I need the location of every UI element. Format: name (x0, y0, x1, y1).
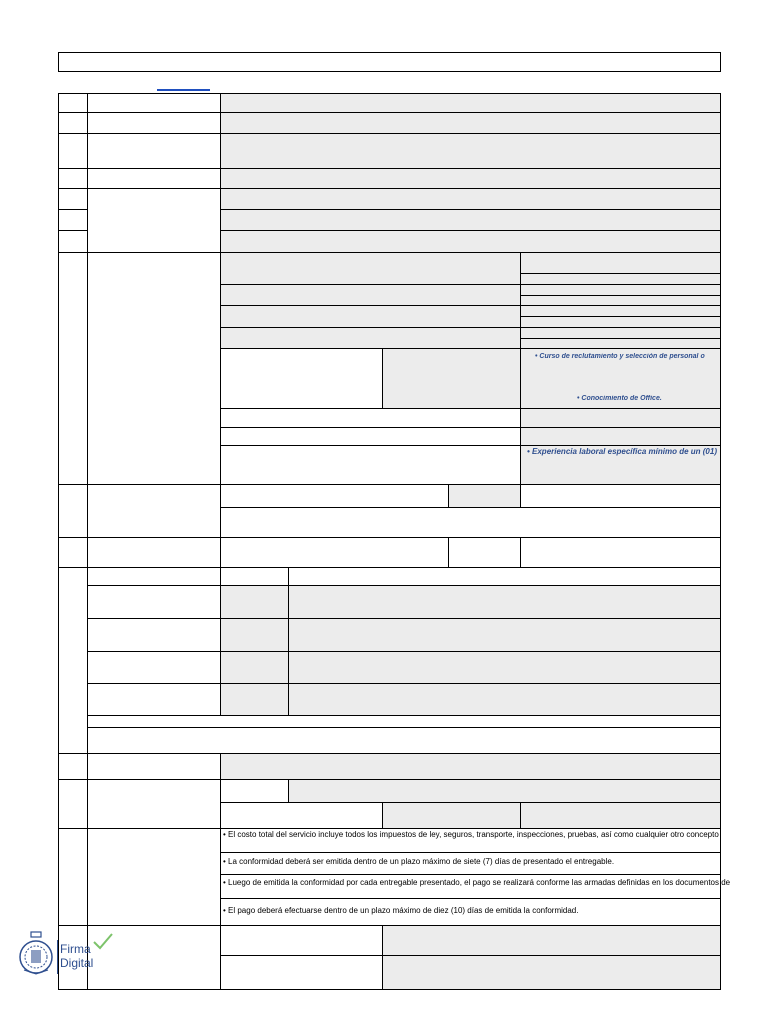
firma-digital-logo (18, 930, 118, 980)
row9-cell-c (520, 484, 721, 508)
row4-label (87, 168, 221, 189)
row3-value (220, 133, 721, 169)
deliverable-1-term (220, 585, 289, 619)
profile-cell-f (220, 427, 521, 446)
experience-text: • Experiencia laboral específica mínimo de un (01) (527, 447, 717, 456)
row8-number (58, 252, 88, 485)
row3-number (58, 133, 88, 169)
office-knowledge-text: • Conocimiento de Office. (577, 395, 662, 402)
payment-note-1-cell (220, 828, 721, 853)
deliverable-3-term (220, 651, 289, 684)
payment-note-4: • El pago deberá efectuarse dentro de un plazo máximo de diez (10) días de emitida la conformidad. (223, 906, 579, 915)
deliverable-2-description (288, 618, 721, 652)
row13-cell-c (220, 802, 383, 829)
row10-cell-a (220, 537, 449, 568)
row9-number (58, 484, 88, 538)
profile-side-a1 (520, 252, 721, 274)
seal-icon (18, 930, 54, 978)
row8-label (87, 252, 221, 485)
row7-number (58, 230, 88, 253)
payment-note-3-cell (220, 874, 731, 899)
rows5-7-label (87, 188, 221, 253)
row1-value (220, 93, 721, 113)
row12-number (58, 753, 88, 780)
row15-cell-c (220, 955, 383, 990)
experience-requirements (520, 445, 721, 485)
payment-note-1: • El costo total del servicio incluye todos los impuestos de ley, seguros, transporte, inspecciones, pruebas, así como cualquier otro concepto (223, 830, 719, 839)
row13-cell-a (220, 779, 289, 803)
row9-cell-b (448, 484, 521, 508)
check-icon (92, 932, 114, 950)
row13-cell-d (382, 802, 521, 829)
row9-cell-a (220, 484, 449, 508)
deliverable-3-description (288, 651, 721, 684)
row13-cell-e (520, 802, 721, 829)
row13-number (58, 779, 88, 829)
row1-label (87, 93, 221, 113)
profile-cell-e (220, 408, 521, 428)
row15-cell-b (382, 925, 721, 956)
row15-cell-a (220, 925, 383, 956)
row9-label (87, 484, 221, 538)
deliverables-header-label (87, 567, 221, 586)
logo-divider (57, 940, 58, 974)
profile-side-e (520, 408, 721, 428)
row12-value (220, 753, 721, 780)
row6-value (220, 209, 721, 231)
header-title-box (58, 52, 721, 72)
row10-number (58, 537, 88, 568)
deliverable-4-label (87, 683, 221, 716)
profile-cell-a (220, 252, 521, 285)
row2-value (220, 112, 721, 134)
row15-cell-d (382, 955, 721, 990)
deliverable-1-description (288, 585, 721, 619)
profile-cell-d (220, 327, 521, 349)
row5-number (58, 188, 88, 210)
payment-note-4-cell (220, 898, 721, 926)
row4-number (58, 168, 88, 189)
row14-number (58, 828, 88, 926)
row5-value (220, 188, 721, 210)
deliverables-header-term (220, 567, 289, 586)
row6-number (58, 209, 88, 231)
row10-cell-b (448, 537, 521, 568)
logo-text-firma: Firma (60, 942, 91, 956)
training-course-text: • Curso de reclutamiento y selección de personal o (535, 353, 705, 360)
payment-note-2: • La conformidad deberá ser emitida dentro de un plazo máximo de siete (7) días de presentado el entregable. (223, 857, 615, 866)
row13-label (87, 779, 221, 829)
payment-note-2-cell (220, 852, 721, 875)
deliverable-1-label (87, 585, 221, 619)
experience-label (220, 445, 521, 485)
row1-number (58, 93, 88, 113)
payment-note-3: • Luego de emitida la conformidad por cada entregable presentado, el pago se realizará conforme las armadas definidas en los documentos de (223, 878, 731, 887)
deliverables-header-description (288, 567, 721, 586)
row9-cell-wide (220, 507, 721, 538)
profile-cell-c (220, 305, 521, 328)
document-link[interactable] (157, 89, 210, 91)
row2-number (58, 112, 88, 134)
row4-value (220, 168, 721, 189)
training-requirements (520, 348, 721, 409)
deliverable-2-label (87, 618, 221, 652)
row11-number (58, 567, 88, 754)
row13-cell-b (288, 779, 721, 803)
row14-label (87, 828, 221, 926)
logo-text-digital: Digital (60, 956, 94, 970)
row2-label (87, 112, 221, 134)
training-label (220, 348, 383, 409)
deliverable-4-description (288, 683, 721, 716)
deliverable-3-label (87, 651, 221, 684)
row10-label (87, 537, 221, 568)
row3-label (87, 133, 221, 169)
deliverable-2-term (220, 618, 289, 652)
deliverable-4-term (220, 683, 289, 716)
deliverables-note-2 (87, 727, 721, 754)
training-sublabel (382, 348, 521, 409)
profile-cell-b (220, 284, 521, 306)
row7-value (220, 230, 721, 253)
row12-label (87, 753, 221, 780)
profile-side-f (520, 427, 721, 446)
row10-cell-c (520, 537, 721, 568)
